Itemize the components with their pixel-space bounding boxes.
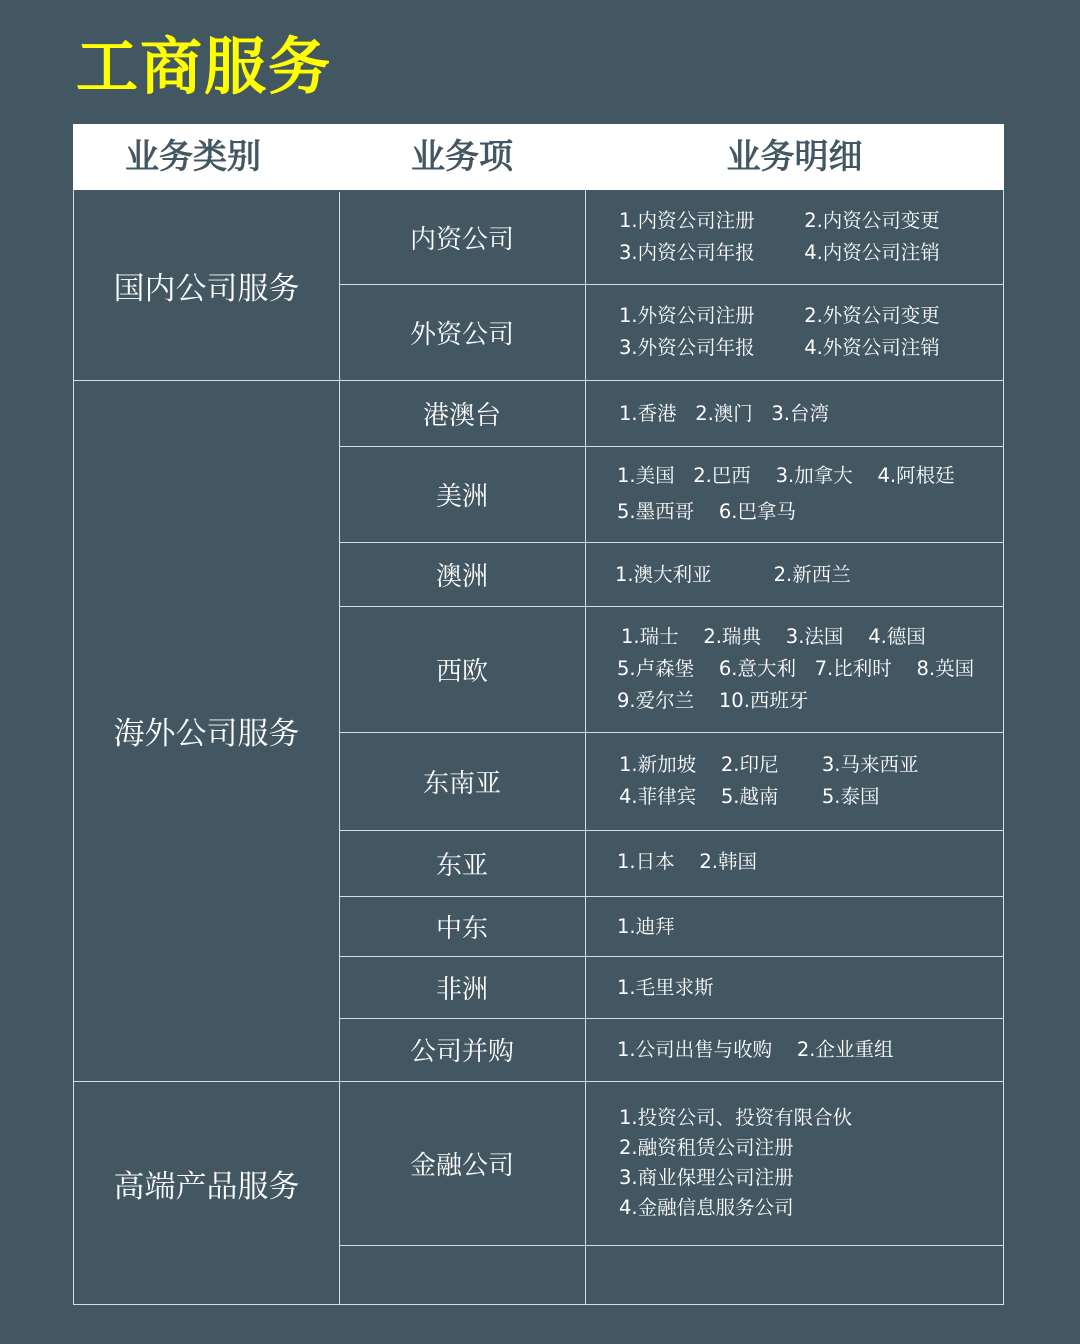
detail-africa <box>585 956 1004 1018</box>
page-title: 工商服务 <box>76 30 333 103</box>
table-right-border <box>1003 190 1004 1305</box>
row-divider <box>339 1245 1004 1246</box>
detail-line: 1.内资公司注册 2.内资公司变更 <box>619 209 940 232</box>
detail-line: 4.菲律宾 5.越南 5.泰国 <box>619 785 880 808</box>
row-divider <box>339 446 1004 447</box>
category-domestic: 国内公司服务 <box>73 190 339 380</box>
detail-line: 5.墨西哥 6.巴拿马 <box>617 500 797 523</box>
detail-southeast-asia <box>585 732 1004 830</box>
row-divider <box>339 732 1004 733</box>
row-divider <box>339 956 1004 957</box>
detail-line: 1.迪拜 <box>617 914 675 938</box>
detail-line: 3.外资公司年报 4.外资公司注销 <box>619 336 940 359</box>
detail-line: 3.商业保理公司注册 <box>619 1166 794 1189</box>
detail-line: 9.爱尔兰 10.西班牙 <box>617 689 809 712</box>
detail-oceania <box>585 542 1004 606</box>
item-mergers-acquisitions: 公司并购 <box>409 1037 514 1067</box>
item-middle-east: 中东 <box>435 913 488 944</box>
category-premium: 高端产品服务 <box>73 1081 339 1305</box>
category-overseas: 海外公司服务 <box>73 380 339 1081</box>
detail-line: 1.瑞士 2.瑞典 3.法国 4.德国 <box>621 625 926 648</box>
detail-line: 1.毛里求斯 <box>617 975 714 999</box>
detail-line: 1.澳大利亚 2.新西兰 <box>615 562 851 586</box>
item-financial-company: 金融公司 <box>409 1150 514 1181</box>
detail-line: 5.卢森堡 6.意大利 7.比利时 8.英国 <box>617 657 975 680</box>
header-category: 业务类别 <box>125 137 261 177</box>
item-empty <box>339 1245 585 1305</box>
item-western-europe: 西欧 <box>435 656 488 687</box>
row-divider <box>339 896 1004 897</box>
item-east-asia: 东亚 <box>435 850 488 881</box>
header-item: 业务项 <box>411 137 513 177</box>
row-divider <box>339 284 1004 285</box>
detail-line: 1.外资公司注册 2.外资公司变更 <box>619 304 940 327</box>
detail-line: 1.香港 2.澳门 3.台湾 <box>619 401 830 425</box>
item-americas: 美洲 <box>435 481 488 512</box>
detail-empty <box>585 1245 1004 1305</box>
detail-line: 1.新加坡 2.印尼 3.马来西亚 <box>619 753 919 776</box>
section-divider <box>73 1081 1004 1082</box>
row-divider <box>339 1018 1004 1019</box>
service-table <box>73 124 1004 1305</box>
detail-western-europe <box>585 606 1004 732</box>
table-header <box>73 124 1004 190</box>
detail-americas <box>585 446 1004 542</box>
detail-line: 1.投资公司、投资有限合伙 <box>619 1106 853 1129</box>
detail-line: 1.日本 2.韩国 <box>617 850 758 873</box>
item-africa: 非洲 <box>435 974 488 1005</box>
table-bottom-border <box>73 1304 1004 1305</box>
detail-line: 1.公司出售与收购 2.企业重组 <box>617 1038 894 1061</box>
detail-middle-east <box>585 896 1004 956</box>
column-divider <box>339 192 340 1305</box>
detail-line: 1.美国 2.巴西 3.加拿大 4.阿根廷 <box>617 464 955 487</box>
detail-financial-company <box>585 1081 1004 1245</box>
column-divider <box>585 190 586 1305</box>
detail-mergers-acquisitions <box>585 1018 1004 1081</box>
section-divider <box>73 380 1004 381</box>
item-foreign-company: 外资公司 <box>409 319 514 350</box>
detail-domestic-company <box>585 190 1004 284</box>
row-divider <box>339 542 1004 543</box>
row-divider <box>339 830 1004 831</box>
detail-line: 3.内资公司年报 4.内资公司注销 <box>619 241 940 264</box>
detail-east-asia <box>585 830 1004 896</box>
row-divider <box>339 606 1004 607</box>
item-hk-macau-taiwan: 港澳台 <box>422 400 501 431</box>
detail-hk-macau-taiwan <box>585 380 1004 446</box>
item-domestic-company: 内资公司 <box>409 224 514 255</box>
item-southeast-asia: 东南亚 <box>422 768 501 799</box>
detail-foreign-company <box>585 284 1004 380</box>
item-oceania: 澳洲 <box>435 561 488 592</box>
detail-line: 4.金融信息服务公司 <box>619 1196 794 1219</box>
detail-line: 2.融资租赁公司注册 <box>619 1136 794 1159</box>
header-detail: 业务明细 <box>726 137 863 177</box>
